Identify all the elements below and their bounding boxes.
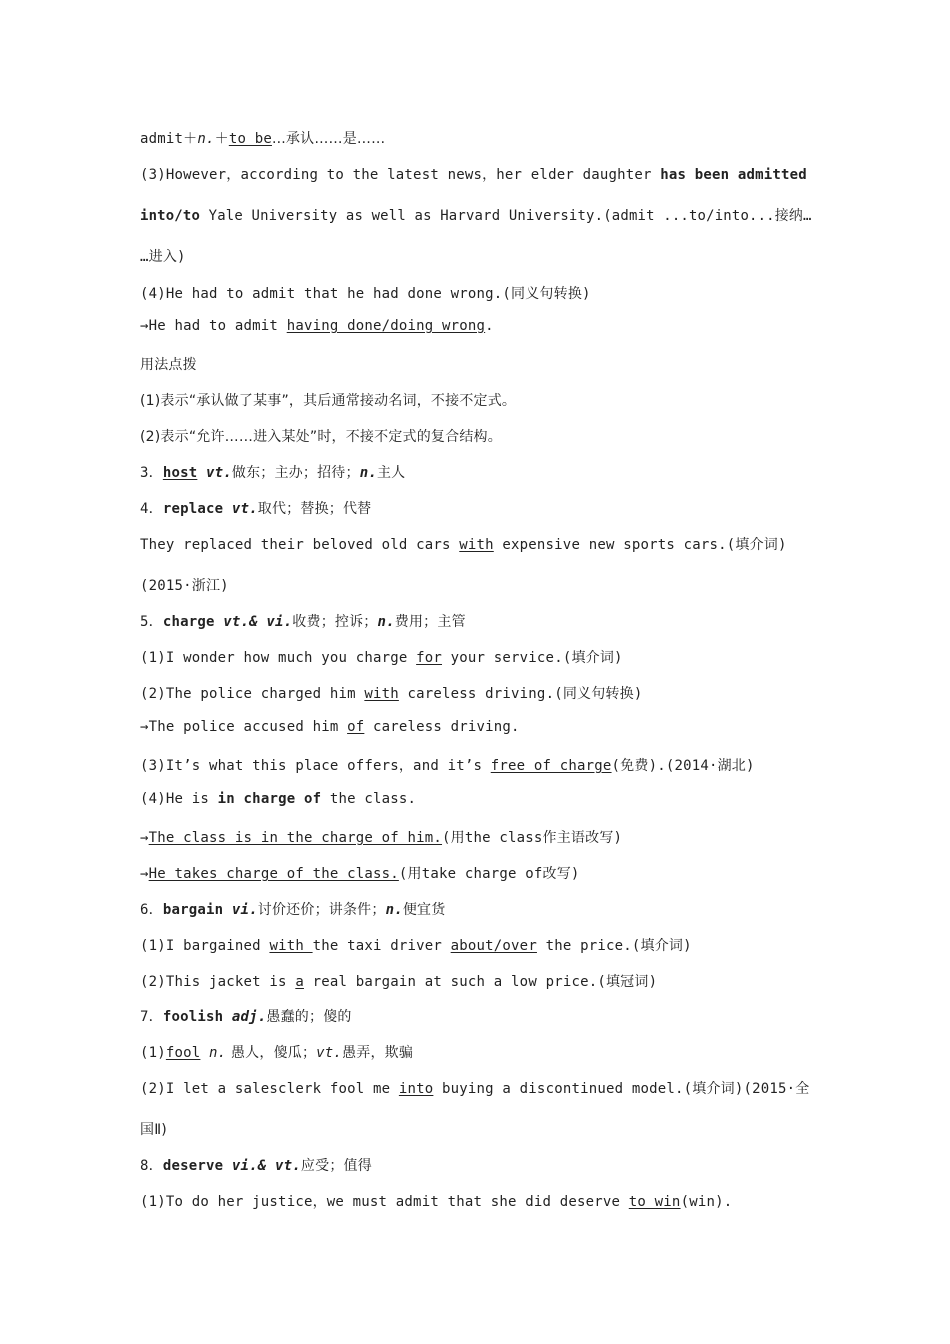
pos-tag: n. <box>209 1045 227 1061</box>
text: (用take charge of改写) <box>398 866 580 882</box>
example-3-however <box>140 164 812 184</box>
text: → <box>140 866 149 882</box>
answer-blank: for <box>416 650 443 666</box>
text: real bargain at such a low price.(填冠词) <box>303 974 658 990</box>
example-bargain-1 <box>140 935 812 955</box>
answer-blank: with <box>459 537 494 553</box>
example-charge-4-answer-1 <box>140 827 812 847</box>
answer-blank: He takes charge of the class. <box>148 866 399 882</box>
example-charge-2 <box>140 683 812 703</box>
entry-word: bargain <box>162 902 224 918</box>
entry-number: 4． <box>140 501 163 517</box>
text: the taxi driver <box>312 938 451 954</box>
text: (2)表示“允许……进入某处”时，不接不定式的复合结构。 <box>140 429 502 445</box>
text: 愚人，傻瓜； <box>226 1045 317 1061</box>
example-charge-3 <box>140 755 812 775</box>
text: 愚弄，欺骗 <box>342 1045 414 1061</box>
text: ＋ <box>214 131 229 147</box>
pos-tag: n. <box>359 465 377 481</box>
answer-blank: The class is in the charge of him. <box>148 830 443 846</box>
example-charge-4-answer-2 <box>140 863 812 883</box>
entry-word: foolish <box>162 1009 224 1025</box>
example-bargain-2 <box>140 971 812 991</box>
example-3-continued <box>140 205 812 225</box>
entry-number: 5． <box>140 614 163 630</box>
text: → <box>140 830 149 846</box>
bold-phrase: has been admitted <box>660 167 807 183</box>
entry-number: 8． <box>140 1158 163 1174</box>
pos-tag: vi. <box>231 902 258 918</box>
example-4 <box>140 283 812 303</box>
text <box>223 902 232 918</box>
example-4-answer <box>140 318 812 334</box>
text: 应受；值得 <box>300 1158 372 1174</box>
text: buying a discontinued model.(填介词)(2015·全 <box>433 1081 810 1097</box>
entry-word: host <box>162 465 198 481</box>
usage-heading <box>140 354 812 374</box>
entry-charge <box>140 611 812 631</box>
text: (2)This jacket is <box>140 974 296 990</box>
entry-replace <box>140 498 812 518</box>
entry-host <box>140 462 812 482</box>
text: . <box>485 318 494 334</box>
pos-tag: adj. <box>231 1009 267 1025</box>
source-2015-zhejiang <box>140 575 812 595</box>
example-foolish-2 <box>140 1078 812 1098</box>
answer-blank: about/over <box>450 938 537 954</box>
example-deserve-1 <box>140 1191 812 1211</box>
answer-blank: with <box>364 686 399 702</box>
answer-blank: into <box>398 1081 434 1097</box>
usage-note-1 <box>140 390 812 410</box>
text: 便宜货 <box>402 902 446 918</box>
text: (1)I wonder how much you charge <box>140 650 417 666</box>
text: your service.(填介词) <box>442 650 623 666</box>
text: the price.(填介词) <box>536 938 692 954</box>
text: ...承认……是…… <box>271 131 386 147</box>
text: (1)I bargained <box>140 938 270 954</box>
answer-blank: of <box>347 719 365 735</box>
pos-tag: vt. <box>206 465 232 481</box>
pos-tag: vt.& vi. <box>223 614 293 630</box>
pos-tag: n. <box>385 902 403 918</box>
pos-tag: vt. <box>316 1045 343 1061</box>
text: the class. <box>321 791 417 807</box>
text: …进入) <box>140 249 186 265</box>
example-charge-1 <box>140 647 812 667</box>
text: 做东；主办；招待； <box>231 465 360 481</box>
text: admit＋ <box>140 131 198 147</box>
text: (3)It’s what this place offers，and it’s <box>140 758 491 774</box>
line-admit-to-be <box>140 128 812 148</box>
text <box>223 1009 232 1025</box>
entry-word: charge <box>162 614 215 630</box>
text <box>215 614 224 630</box>
text: →The police accused him <box>140 719 348 735</box>
text: (1)To do her justice，we must admit that she did deserve <box>140 1194 629 1210</box>
text: (3)However，according to the latest news，her elder daughter <box>140 167 661 183</box>
entry-foolish <box>140 1006 812 1026</box>
text: (4)He had to admit that he had done wrong.(同义句转换) <box>140 286 591 302</box>
text: (用the class作主语改写) <box>442 830 623 846</box>
example-charge-4 <box>140 791 812 807</box>
entry-word: deserve <box>162 1158 224 1174</box>
source-note: 国Ⅱ) <box>140 1122 167 1138</box>
answer-blank: to win <box>628 1194 681 1210</box>
text: (免费).(2014·湖北) <box>611 758 755 774</box>
text: →He had to admit <box>140 318 287 334</box>
text: (win). <box>680 1194 733 1210</box>
example-3-end <box>140 246 812 266</box>
text: (1) <box>140 1045 166 1061</box>
text: They replaced their beloved old cars <box>140 537 460 553</box>
bold-phrase: into/to <box>140 208 201 224</box>
text: 费用；主管 <box>394 614 466 630</box>
pos-tag: n. <box>197 131 215 147</box>
text: careless driving. <box>364 719 520 735</box>
pos-tag: n. <box>377 614 395 630</box>
entry-word: replace <box>162 501 224 517</box>
example-replace <box>140 534 812 554</box>
source-note: (2015·浙江) <box>140 578 229 594</box>
text <box>197 465 206 481</box>
answer-blank: having done/doing wrong <box>286 318 486 334</box>
text: 收费；控诉； <box>292 614 378 630</box>
answer-blank: with <box>269 938 313 954</box>
text: (2)The police charged him <box>140 686 365 702</box>
bold-phrase: in charge of <box>217 791 322 807</box>
answer-blank: free of charge <box>490 758 612 774</box>
example-foolish-1 <box>140 1042 812 1062</box>
heading-text: 用法点拨 <box>140 357 197 373</box>
answer-blank: to be <box>228 131 272 147</box>
entry-deserve <box>140 1155 812 1175</box>
text: expensive new sports cars.(填介词) <box>493 537 787 553</box>
entry-number: 7． <box>140 1009 163 1025</box>
text: careless driving.(同义句转换) <box>398 686 643 702</box>
text: 主人 <box>376 465 406 481</box>
text: (2)I let a salesclerk fool me <box>140 1081 399 1097</box>
text <box>200 1045 209 1061</box>
pos-tag: vi.& vt. <box>231 1158 301 1174</box>
entry-bargain <box>140 899 812 919</box>
text: (4)He is <box>140 791 218 807</box>
text: 讨价还价；讲条件； <box>257 902 386 918</box>
text: Yale University as well as Harvard University.(admit ...to/into...接纳… <box>200 208 812 224</box>
text: 愚蠢的；傻的 <box>266 1009 352 1025</box>
text <box>223 1158 232 1174</box>
example-charge-2-answer <box>140 719 812 735</box>
entry-number: 3． <box>140 465 163 481</box>
text <box>223 501 232 517</box>
entry-number: 6． <box>140 902 163 918</box>
text: 取代；替换；代替 <box>257 501 372 517</box>
answer-blank: a <box>295 974 304 990</box>
source-2015-national-2 <box>140 1119 812 1139</box>
answer-blank: fool <box>165 1045 201 1061</box>
pos-tag: vt. <box>231 501 258 517</box>
usage-note-2 <box>140 426 812 446</box>
text: (1)表示“承认做了某事”，其后通常接动名词，不接不定式。 <box>140 393 517 409</box>
